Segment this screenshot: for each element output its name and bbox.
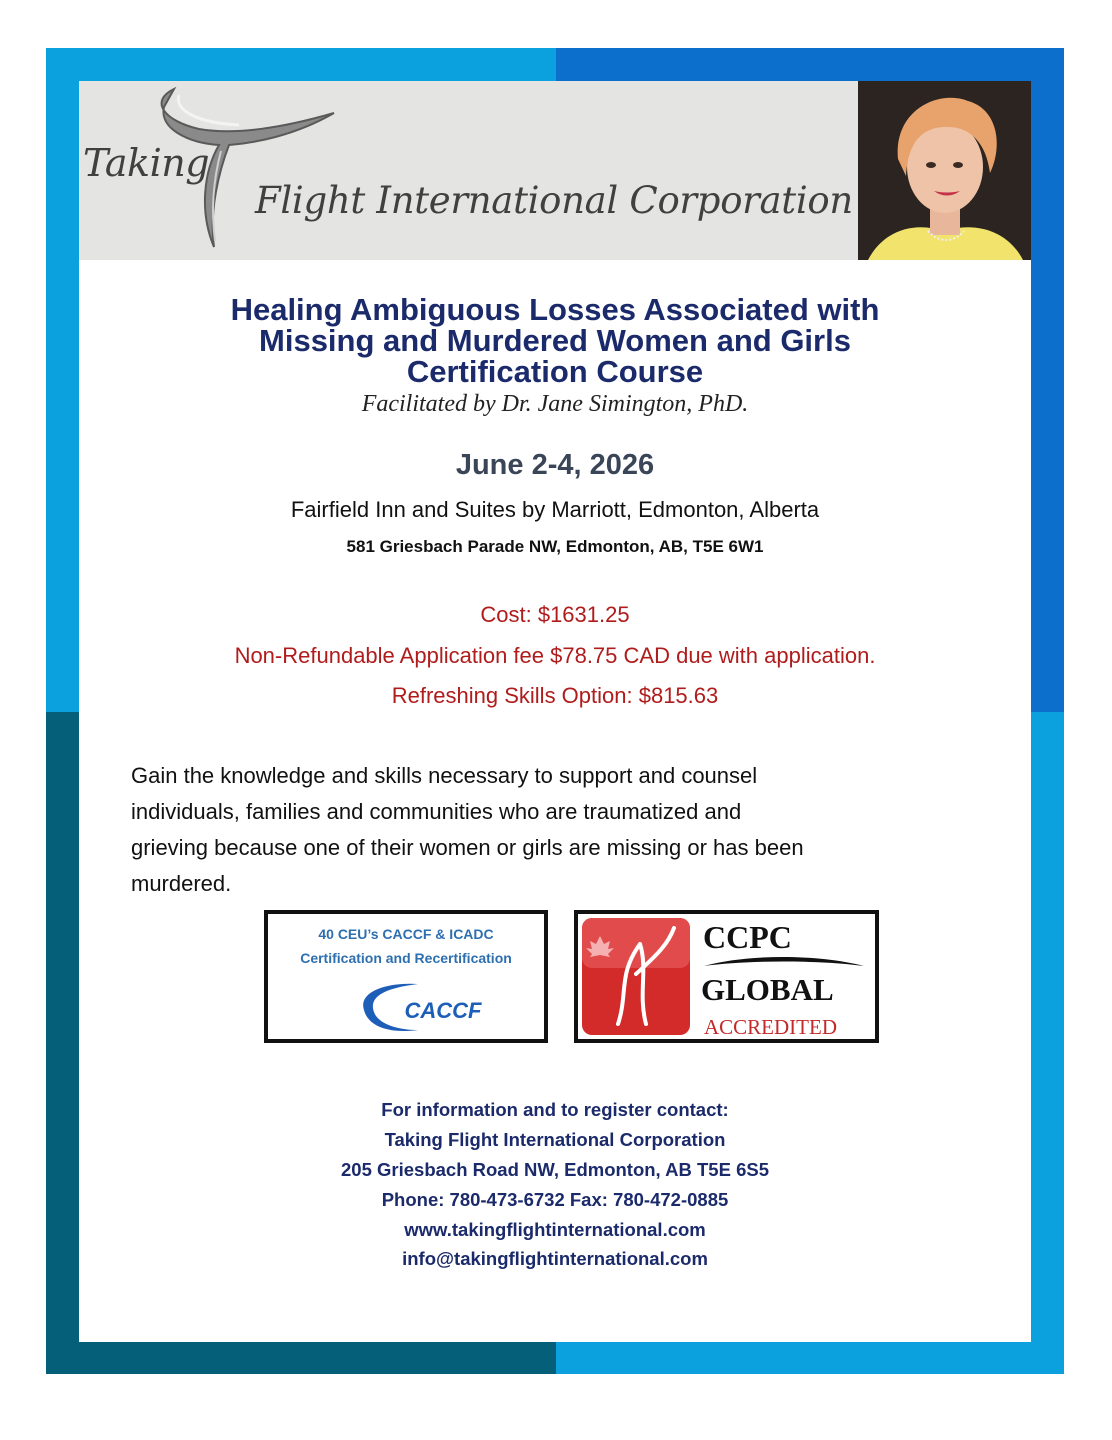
refresh-option-text: Refreshing Skills Option: $815.63 (391, 683, 719, 708)
global-text: GLOBAL (701, 972, 834, 1007)
caccf-badge (264, 910, 548, 1043)
ccpc-badge (574, 910, 879, 1043)
application-fee-text: Non-Refundable Application fee $78.75 CAD due with application. (234, 643, 876, 668)
contact-website-link[interactable]: www.takingflightinternational.com (404, 1219, 706, 1240)
ccpc-logo-icon (578, 914, 875, 1039)
caccf-logo-icon (268, 978, 544, 1038)
course-description (131, 758, 991, 902)
facilitator-portrait (858, 81, 1031, 260)
facilitator-subtitle: Facilitated by Dr. Jane Simington, PhD. (361, 391, 749, 417)
brand-corporation-text: Flight International Corporation (255, 179, 853, 222)
course-title (79, 294, 1031, 387)
contact-phone-fax: Phone: 780-473-6732 Fax: 780-472-0885 (381, 1189, 729, 1210)
ccpc-text: CCPC (703, 919, 792, 955)
accredited-text: ACCREDITED (704, 1015, 837, 1039)
event-address: 581 Griesbach Parade NW, Edmonton, AB, T5E 6W1 (346, 537, 764, 556)
caccf-logo-text: CACCF (404, 998, 482, 1023)
title-line-2: Missing and Murdered Women and Girls (259, 323, 851, 358)
title-line-1: Healing Ambiguous Losses Associated with (230, 292, 880, 327)
caccf-cert-text: Certification and Recertification (300, 950, 512, 966)
brand-logo (79, 81, 859, 260)
description-line-3: grieving because one of their women or girls are missing or has been (131, 835, 804, 860)
contact-email-link[interactable]: info@takingflightinternational.com (402, 1248, 708, 1269)
cost-text: Cost: $1631.25 (480, 602, 630, 627)
event-venue: Fairfield Inn and Suites by Marriott, Edmonton, Alberta (290, 497, 820, 522)
title-line-3: Certification Course (406, 354, 704, 389)
header-banner (79, 81, 1031, 260)
description-line-2: individuals, families and communities who are traumatized and (131, 799, 742, 824)
flyer-page (79, 81, 1031, 1342)
description-line-1: Gain the knowledge and skills necessary to support and counsel (131, 763, 758, 788)
brand-taking-text: Taking (83, 141, 210, 185)
description-line-4: murdered. (131, 871, 232, 896)
contact-org: Taking Flight International Corporation (384, 1129, 726, 1150)
contact-heading: For information and to register contact: (381, 1099, 729, 1120)
caccf-ceu-text: 40 CEU’s CACCF & ICADC (318, 926, 494, 942)
contact-address: 205 Griesbach Road NW, Edmonton, AB T5E 6S5 (341, 1159, 769, 1180)
event-date: June 2-4, 2026 (455, 449, 655, 481)
